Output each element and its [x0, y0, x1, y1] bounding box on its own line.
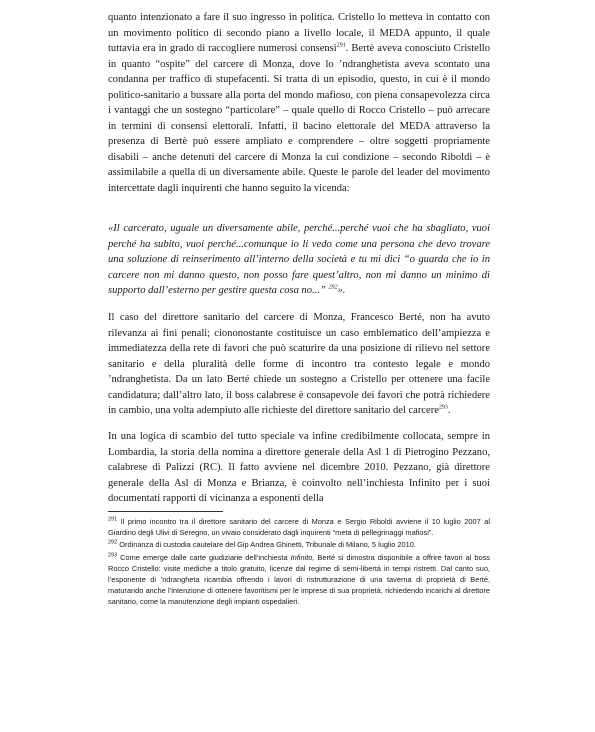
footnote-ref-292: 292 — [328, 284, 338, 291]
paragraph-text: quanto intenzionato a fare il suo ingresso in politica. Cristello lo metteva in contatto con un movimento politico di secondo piano a livello locale, il MEDA appunto, il quale tuttavia era in grado di raccogliere numerosi consensi — [108, 12, 490, 54]
footnotes — [108, 516, 490, 609]
quotation-text: «Il carcerato, uguale un diversamente abile, perché...perché vuoi che ha sbagliato, vuoi perché ha subito, vuoi perché...comunque io li vedo come una persona che devo trovare una soluzione di reinserimento all’interno della società e tu mi dici “o guarda che io in carcere non mi danno questo, non posso fare quest’altro, non mi danno un minimo di supporto dall’esterno per gestire questa cosa no...” — [108, 223, 490, 296]
footnote-italic-title: Infinito, — [290, 552, 315, 562]
paragraph-berte-case — [108, 310, 490, 419]
footnote-293 — [108, 552, 490, 608]
footnote-text: Ordinanza di custodia cautelare del Gip Andrea Ghinetti, Tribunale di Milano, 5 luglio 2010. — [117, 540, 416, 550]
paragraph-meda — [108, 10, 490, 196]
footnote-separator — [108, 511, 223, 512]
footnote-text: Il primo incontro tra il direttore sanitario del carcere di Monza e Sergio Riboldi avviene il 10 luglio 2007 al Giardino degli Ulivi di Seregno, un vivaio considerato dagli inquirenti “meta di pellegrinaggi mafiosi”. — [108, 517, 490, 538]
paragraph-end: . — [447, 405, 451, 416]
paragraph-text: In una logica di scambio del tutto speciale va infine credibilmente collocata, sempre in Lombardia, la storia della nomina a direttore generale della Asl 1 di Pietrogino Pezzano, calabrese di Palizzi (RC). Il fatto avviene nel dicembre 2010. Pezzano, già direttore generale della Asl di Monza e Brianza, è coinvolto nell’inchiesta Infinito per i suoi documentati rapporti di vicinanza a esponenti della — [108, 431, 490, 504]
footnote-text: Come emerge dalle carte giudiziarie dell’inchiesta — [117, 552, 291, 562]
footnote-number: 291 — [108, 516, 118, 523]
footnote-text-cont: Berté si dimostra disponibile a offrire favori al boss Rocco Cristello: visite mediche a titolo gratuito, licenze dal regime di semi-libertà in tempi ristretti. Dal canto suo, l’esponente di ’ndrangheta ricambia offrendo i lavori di ristrutturazione di una taverna di proprietà di Berté, maturando anche l’intenzione di ottenere favoritismi per le imprese di sua proprietà, richiedendo incarichi al direttore sanitario, come la manutenzione degli impianti ospedalieri. — [108, 552, 490, 607]
quotation-close: ». — [337, 285, 346, 296]
footnote-number: 292 — [108, 539, 118, 546]
footnote-ref-293: 293 — [438, 404, 448, 411]
footnote-ref-291: 291 — [336, 42, 346, 49]
paragraph-text-cont: . Bertè aveva conosciuto Cristello in quanto “ospite” del carcere di Monza, dove lo ’ndranghetista aveva scontato una condanna per traffico di stupefacenti. Si tratta di un episodio, questo, in cui è il mondo politico-sanitario a bussare alla porta del mondo mafioso, con piena consapevolezza circa i vantaggi che un sostegno “particolare” – quale quello di Rocco Cristello – può arrecare in termini di consensi elettorali. Infatti, il bacino elettorale del MEDA attraverso la presenza di Bertè può essere ampliato e comprendere – oltre soggetti propriamente disabili – anche detenuti del carcere di Monza la cui condizione – secondo Riboldi – è assimilabile a quella di un diversamente abile. Queste le parole del leader del movimento intercettate dagli inquirenti che hanno seguito la vicenda: — [108, 43, 490, 194]
paragraph-pezzano — [108, 429, 490, 507]
paragraph-text: Il caso del direttore sanitario del carcere di Monza, Francesco Berté, non ha avuto rilevanza ai fini penali; ciononostante costituisce un caso emblematico dell’ampiezza e immediatezza della rete di favori che può scaturire da una posizione di rilievo nel settore sanitario e della pluralità delle forme di incontro tra contesto legale e mondo ’ndranghetista. Da un lato Berté chiede un sostegno a Cristello per ottenere una facile candidatura; dall’altro lato, il boss calabrese è consapevole dei favori che potrà richiedere in cambio, una volta adempiuto alle richieste del direttore sanitario del carcere — [108, 312, 490, 416]
footnote-number: 293 — [108, 552, 118, 559]
quotation-riboldi — [108, 221, 490, 299]
footnote-291 — [108, 516, 490, 538]
footnote-292 — [108, 539, 490, 550]
